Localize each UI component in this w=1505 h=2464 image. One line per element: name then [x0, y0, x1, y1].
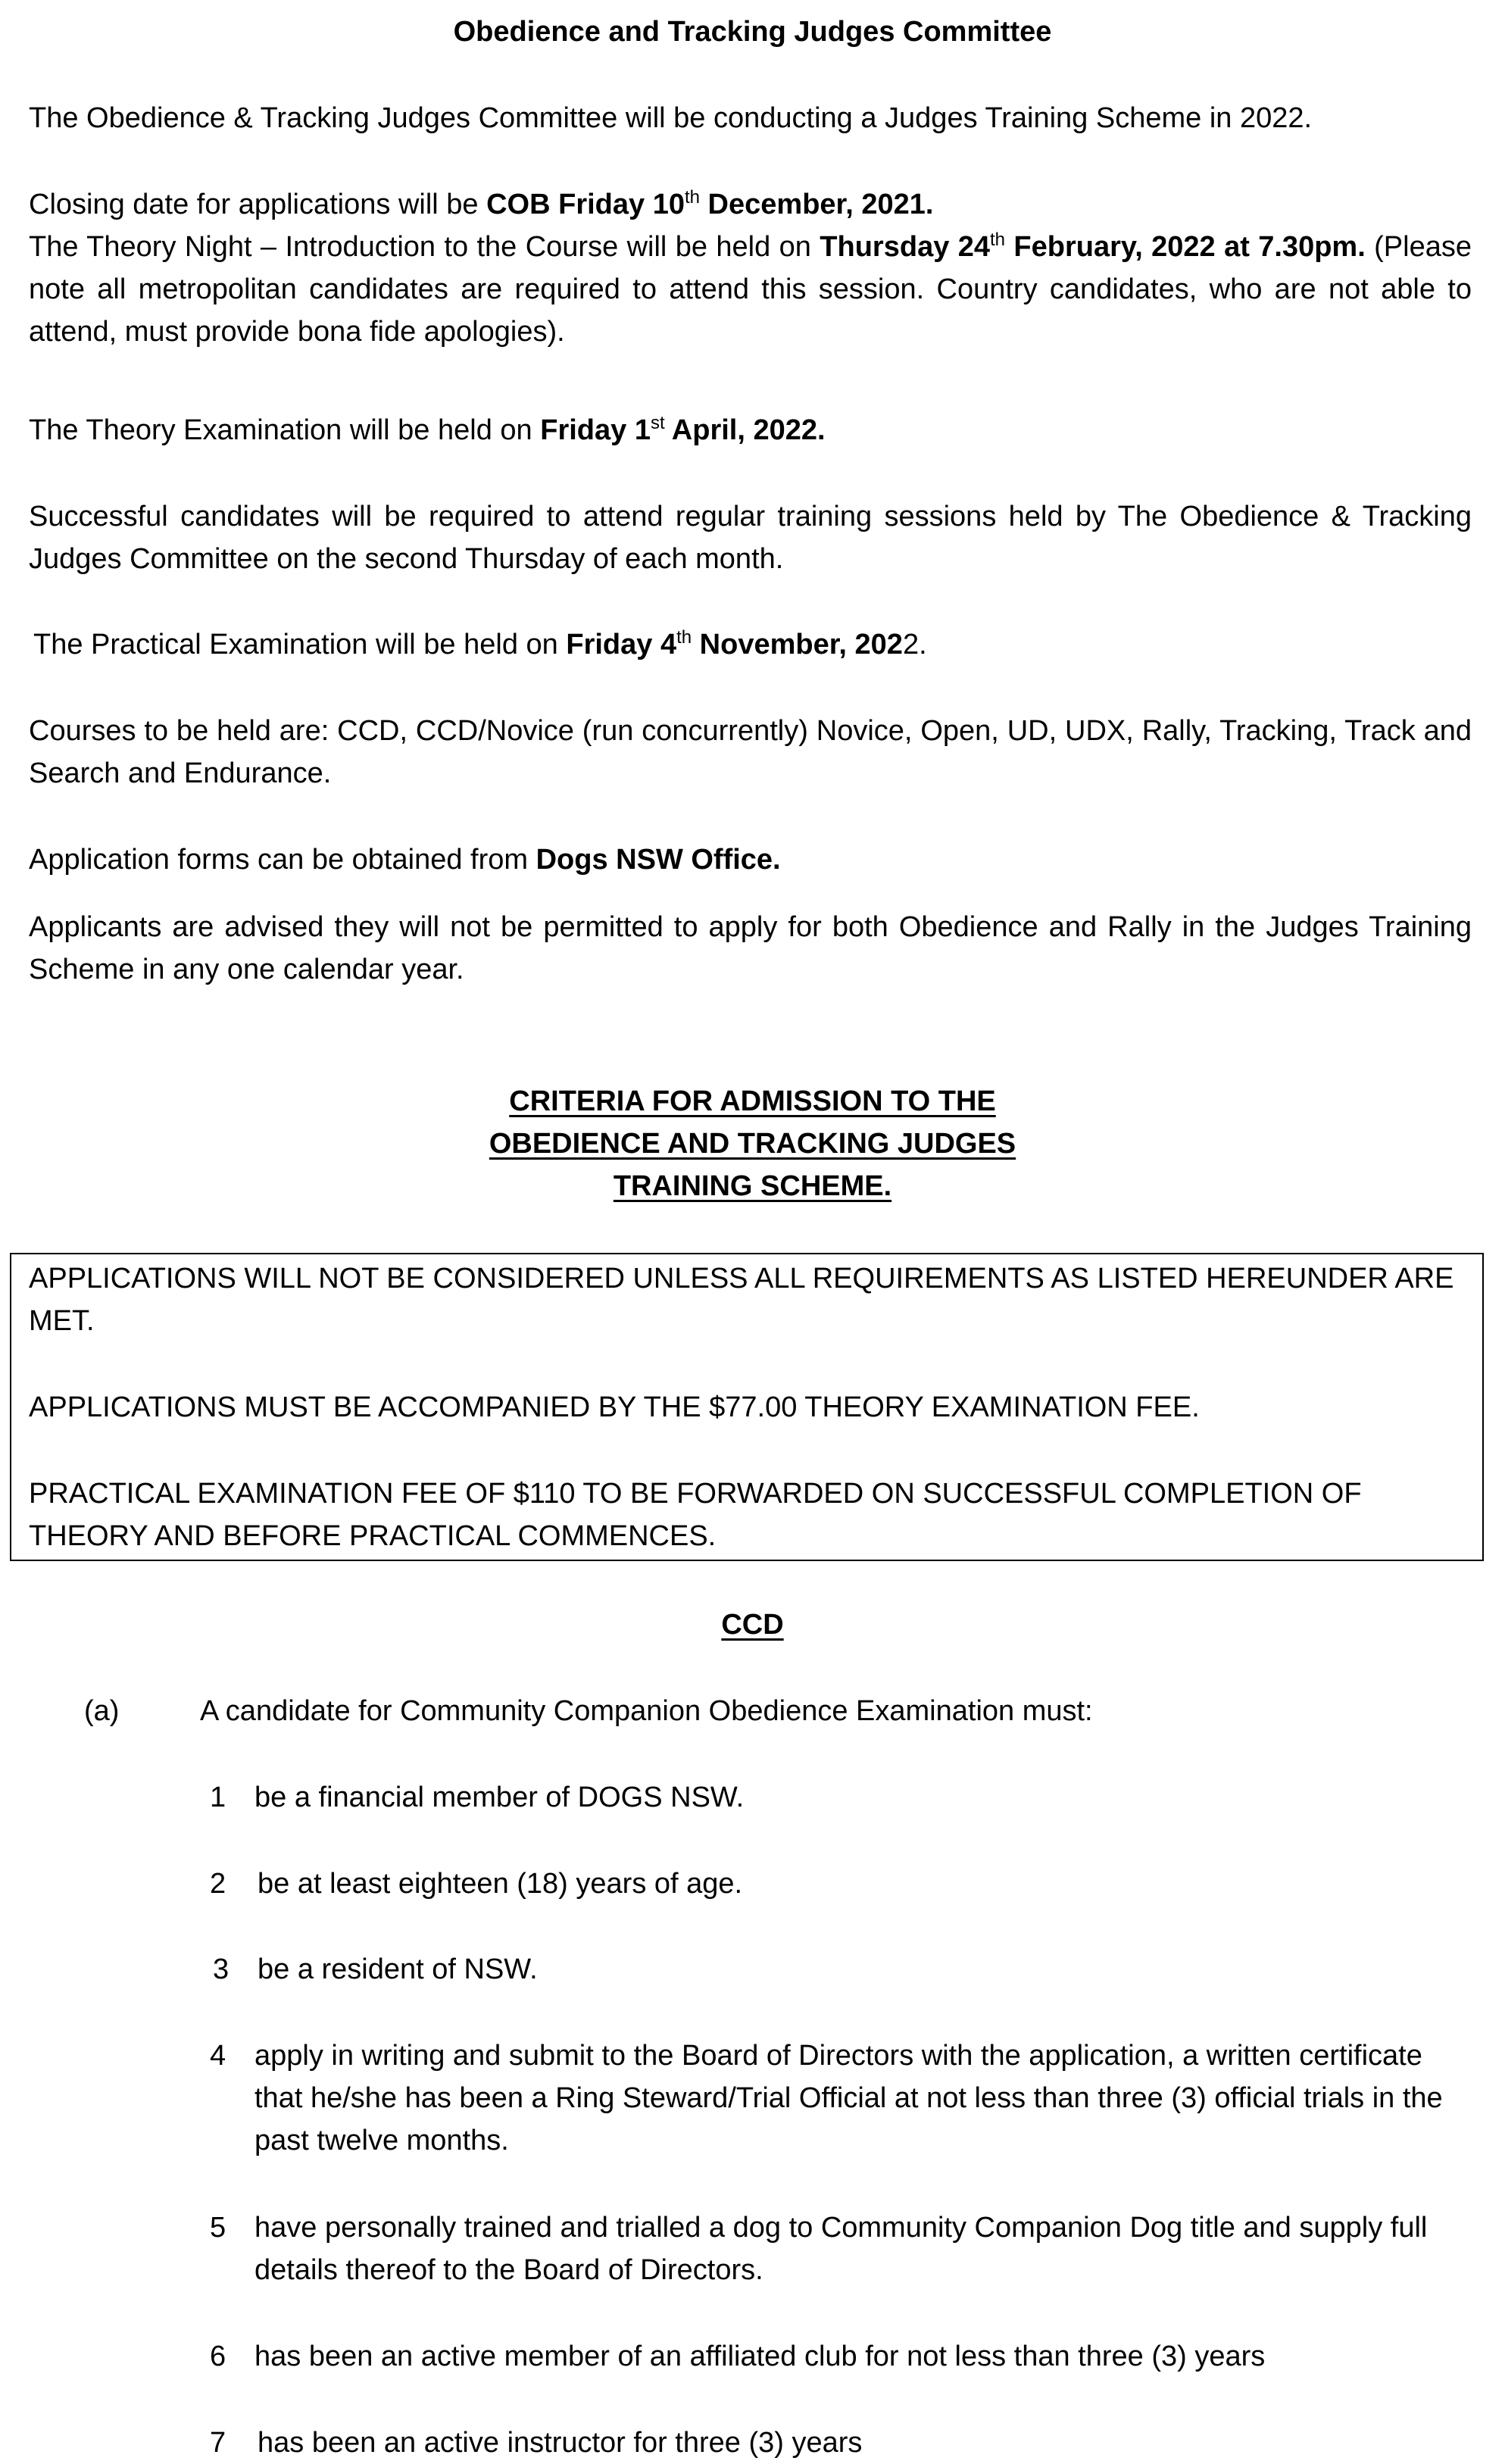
- ccd-item-number: 4: [210, 2040, 226, 2072]
- ccd-item-number: 2: [210, 1868, 226, 1900]
- ccd-heading: CCD: [721, 1609, 784, 1641]
- theory-night-paragraph: The Theory Night – Introduction to the Course will be held on Thursday 24th February, 2022 at 7.30pm. (Please note all metropolitan candidates are required to attend this session. Country candidates, who are not able to attend, must provide bona fide apologies).: [29, 230, 1472, 348]
- courses-paragraph: Courses to be held are: CCD, CCD/Novice (run concurrently) Novice, Open, UD, UDX, Rally, Tracking, Track and Search and Endurance.: [29, 715, 1472, 789]
- practical-exam-paragraph: The Practical Examination will be held on Friday 4th November, 2022.: [33, 627, 927, 661]
- theory-exam-paragraph: The Theory Examination will be held on Friday 1st April, 2022.: [29, 413, 826, 446]
- ccd-item-number: 1: [210, 1782, 226, 1813]
- ccd-item-text: be a financial member of DOGS NSW.: [254, 1782, 745, 1813]
- training-paragraph: Successful candidates will be required to attend regular training sessions held by The Obedience & Tracking Judges Committee on the second Thursday of each month.: [29, 501, 1472, 575]
- closing-date-paragraph: Closing date for applications will be COB Friday 10th December, 2021.: [29, 187, 934, 220]
- ccd-lead-text: A candidate for Community Companion Obedience Examination must:: [200, 1695, 1093, 1727]
- ccd-item-text: has been an active instructor for three (3) years: [258, 2427, 863, 2459]
- notice-requirements: APPLICATIONS WILL NOT BE CONSIDERED UNLESS ALL REQUIREMENTS AS LISTED HEREUNDER ARE MET.: [29, 1263, 1454, 1337]
- ccd-item-text: be a resident of NSW.: [258, 1953, 538, 1985]
- notice-theory-fee: APPLICATIONS MUST BE ACCOMPANIED BY THE $77.00 THEORY EXAMINATION FEE.: [29, 1391, 1200, 1423]
- application-forms-paragraph: Application forms can be obtained from Dogs NSW Office.: [29, 844, 781, 876]
- intro-paragraph: The Obedience & Tracking Judges Committee will be conducting a Judges Training Scheme in 2022.: [29, 102, 1313, 134]
- criteria-heading-line-3: TRAINING SCHEME.: [613, 1170, 892, 1202]
- ccd-item-number: 7: [210, 2427, 226, 2459]
- page-title: Obedience and Tracking Judges Committee: [453, 16, 1052, 48]
- advice-paragraph: Applicants are advised they will not be permitted to apply for both Obedience and Rally in the Judges Training Scheme in any one calendar year.: [29, 911, 1472, 985]
- ccd-item-number: 3: [213, 1953, 229, 1985]
- ccd-item-number: 5: [210, 2212, 226, 2244]
- ccd-item-text: have personally trained and trialled a dog to Community Companion Dog title and supply full details thereof to the Board of Directors.: [254, 2212, 1428, 2286]
- criteria-heading-line-1: CRITERIA FOR ADMISSION TO THE: [509, 1085, 996, 1117]
- ccd-item-number: 6: [210, 2341, 226, 2372]
- ccd-item-text: has been an active member of an affiliated club for not less than three (3) years: [254, 2341, 1266, 2372]
- criteria-heading-line-2: OBEDIENCE AND TRACKING JUDGES: [489, 1128, 1016, 1160]
- ccd-item-text: be at least eighteen (18) years of age.: [258, 1868, 743, 1900]
- ccd-section-label: (a): [84, 1695, 120, 1727]
- ccd-item-text: apply in writing and submit to the Board of Directors with the application, a written certificate that he/she has been a Ring Steward/Trial Official at not less than three (3) official trials in the past twelve months.: [254, 2040, 1443, 2156]
- notice-practical-fee: PRACTICAL EXAMINATION FEE OF $110 TO BE FORWARDED ON SUCCESSFUL COMPLETION OF THEORY AND BEFORE PRACTICAL COMMENCES.: [29, 1478, 1362, 1552]
